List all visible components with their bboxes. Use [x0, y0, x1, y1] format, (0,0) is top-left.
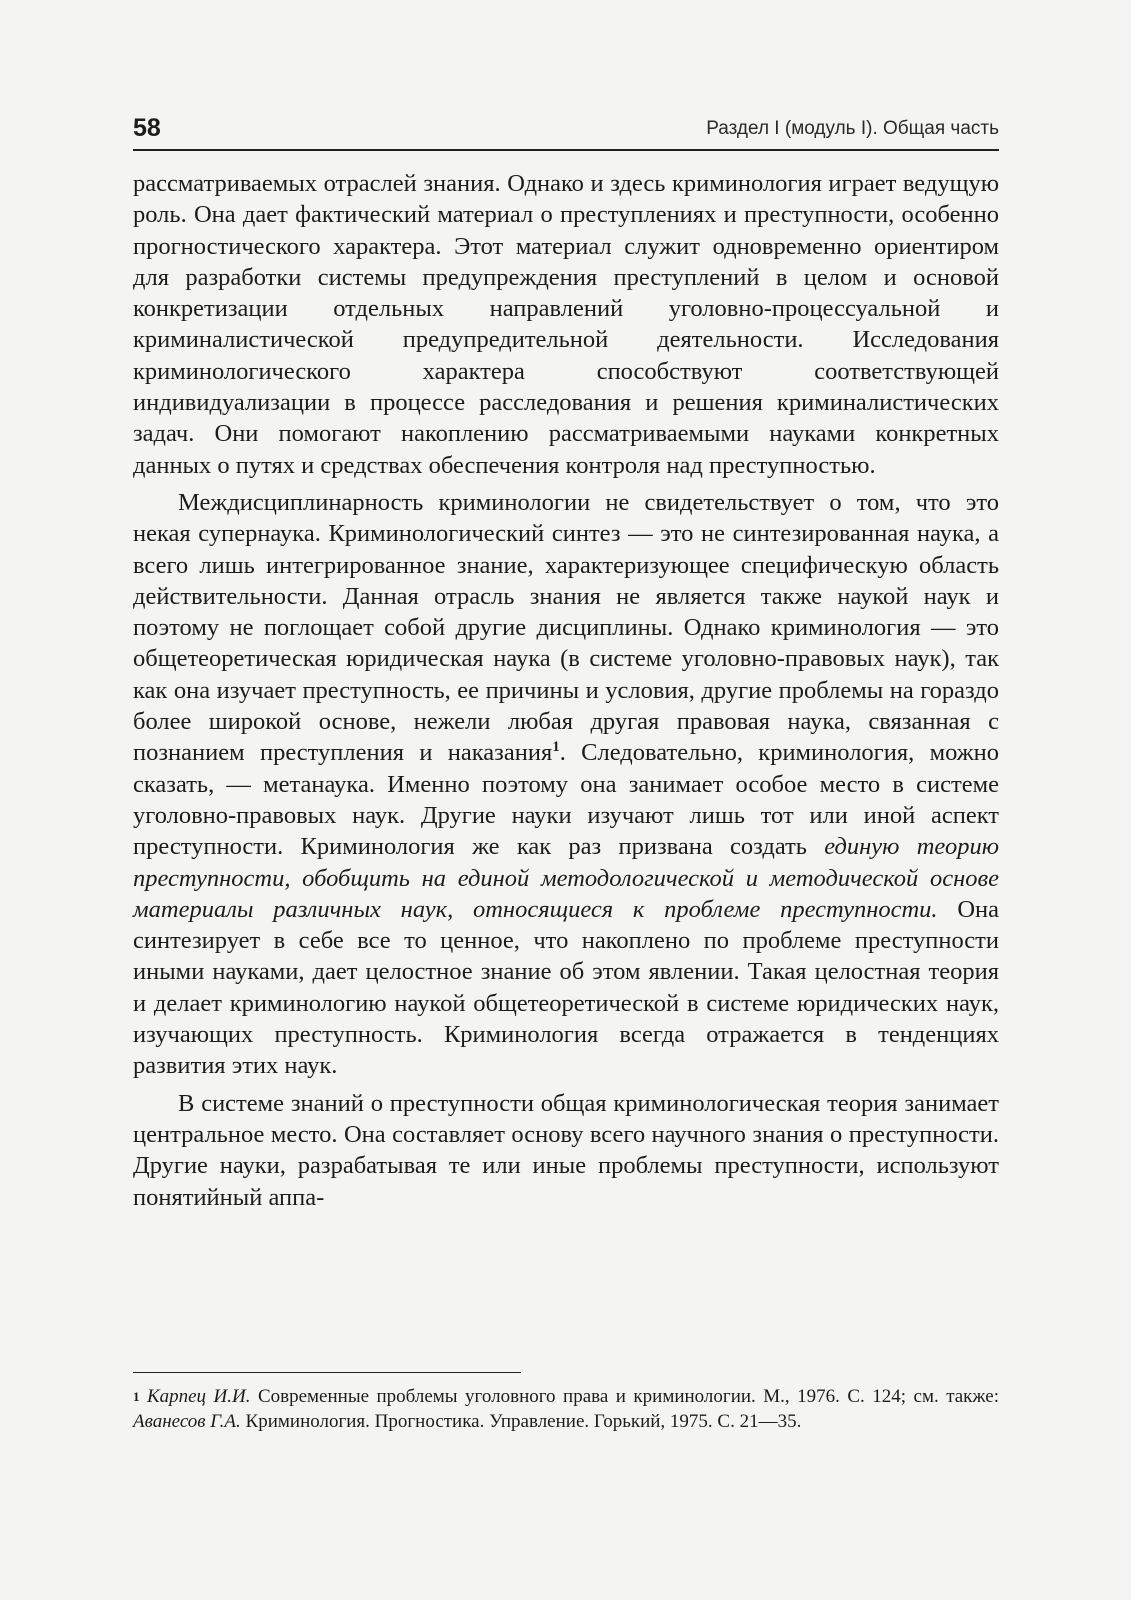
paragraph-2-part1: Междисциплинарность криминологии не свидетельствует о том, что это некая супернаука. Криминологический синтез — это не синтезированная наука, а всего лишь интегрированное знание, характеризующее специфическую область действительности. Данная отрасль знания не является также наукой наук и поэтому не поглощает собой другие дисциплины. Однако криминология — это общетеоретическая юридическая наука (в системе уголовно-правовых наук), так как она изучает преступность, ее причины и условия, другие проблемы на гораздо более широкой основе, нежели любая другая правовая наука, связанная с познанием преступления и наказания	[133, 488, 999, 767]
footnote-reference[interactable]: 1	[552, 739, 560, 756]
paragraph-2-part3: Она синтезирует в себе все то ценное, что накоплено по проблеме преступности иными науками, дает целостное знание об этом явлении. Такая целостная теория и делает криминологию наукой общетеоретической в системе юридических наук, изучающих преступность. Криминология всегда отражается в тенденциях развития этих наук.	[133, 895, 999, 1080]
paragraph-1: рассматриваемых отраслей знания. Однако и здесь криминология играет ведущую роль. Она дает фактический материал о преступлениях и преступности, особенно прогностического характера. Этот материал служит одновременно ориентиром для разработки системы предупреждения преступлений в целом и основой конкретизации отдельных направлений уголовно-процессуальной и криминалистической предупредительной деятельности. Исследования криминологического характера способствуют соответствующей индивидуализации в процессе расследования и решения криминалистических задач. Они помогают накоплению рассматриваемыми науками конкретных данных о путях и средствах обеспечения контроля над преступностью.	[133, 170, 999, 479]
paragraph-2-part2: . Следовательно, криминология, можно сказать, — метанаука. Именно поэтому она занимает особое место в системе уголовно-правовых наук. Другие науки изучают лишь тот или иной аспект преступности. Криминология же как раз призвана создать	[133, 739, 999, 861]
page-header	[133, 113, 999, 151]
emphasized-text: единую теорию преступности, обобщить на единой методологической и методической основе материалы различных наук, относящиеся к проблеме преступности.	[133, 833, 1000, 923]
paragraph-3: В системе знаний о преступности общая криминологическая теория занимает центральное место. Она составляет основу всего научного знания о преступности. Другие науки, разрабатывая те или иные проблемы преступности, используют понятийный аппа-	[133, 1089, 999, 1211]
footnote-author-1: Карпец И.И.	[146, 1386, 251, 1407]
body-text	[133, 168, 999, 1213]
footnote-mark: 1	[133, 1389, 140, 1404]
paragraph-2	[133, 487, 999, 1082]
page-number: 58	[133, 114, 161, 142]
running-head: Раздел I (модуль I). Общая часть	[706, 118, 999, 139]
footnote-divider	[133, 1372, 521, 1373]
footnote-author-2: Аванесов Г.А.	[133, 1411, 241, 1432]
footnote-text-2: Криминология. Прогностика. Управление. Горький, 1975. С. 21—35.	[240, 1411, 802, 1432]
footnote	[133, 1384, 999, 1434]
footnote-text-1: Современные проблемы уголовного права и криминологии. М., 1976. С. 124; см. также:	[250, 1386, 1000, 1407]
